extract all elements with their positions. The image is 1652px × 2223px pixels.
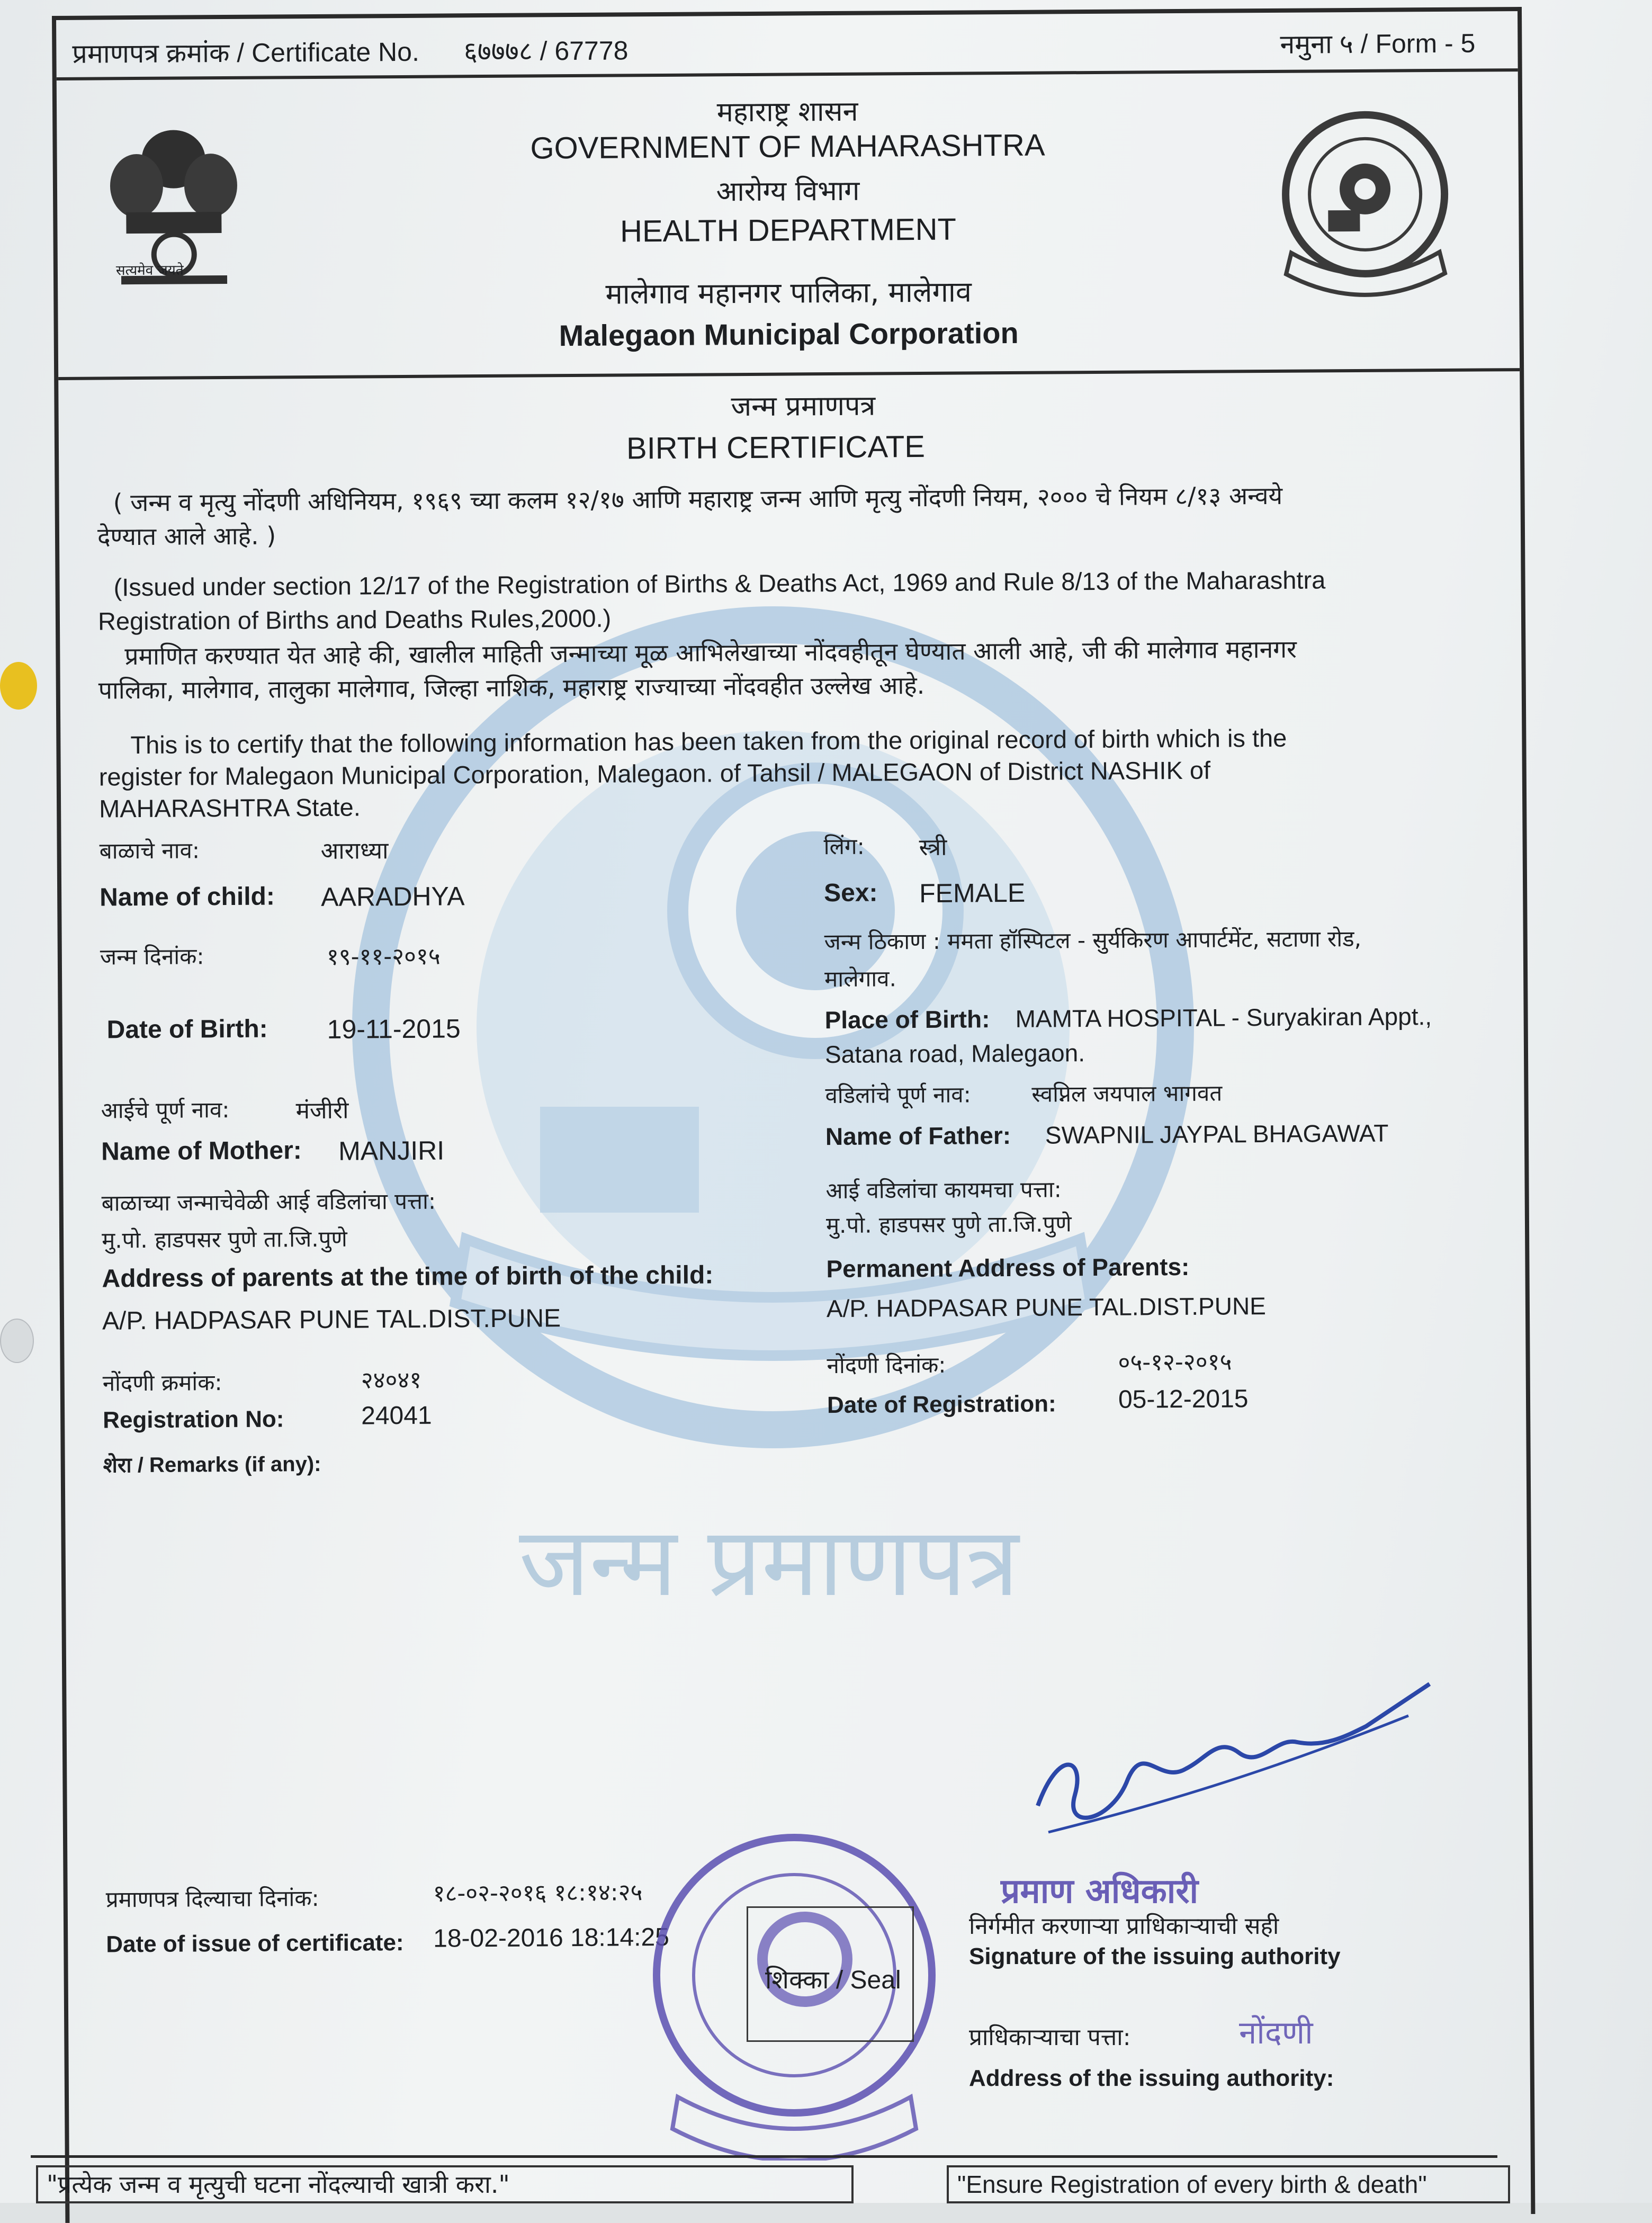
authority-stamp-text: प्रमाण अधिकारी	[1001, 1872, 1199, 1911]
certificate-number-bar	[56, 11, 1518, 80]
issue-date-label: Date of issue of certificate:	[106, 1930, 404, 1958]
birth-address-marathi-label: बाळाच्या जन्माचेवेळी आई वडिलांचा पत्ता:	[101, 1188, 436, 1216]
act-reference: (Issued under section 12/17 of the Registration of Births & Deaths Act, 1969 and Rule 8/13 of the Maharashtra Registration of Births and Deaths Rules,2000.)	[97, 566, 1326, 635]
sex-marathi: स्त्री	[919, 833, 947, 862]
slogan-marathi: "प्रत्येक जन्म व मृत्युची घटना नोंदल्याची खात्री करा."	[36, 2165, 854, 2203]
signature-label: Signature of the issuing authority	[969, 1943, 1341, 1969]
place-of-birth-marathi: जन्म ठिकाण : ममता हॉस्पिटल - सुर्यकिरण आपार्टमेंट, सटाणा रोड,	[824, 925, 1362, 955]
form-number: नमुना ५ / Form - 5	[1280, 28, 1476, 59]
place-of-birth-marathi-2: मालेगाव.	[824, 965, 896, 992]
department-name: HEALTH DEPARTMENT	[620, 212, 957, 249]
issue-date-marathi-label: प्रमाणपत्र दिल्याचा दिनांक:	[105, 1885, 319, 1913]
registration-date-label: Date of Registration:	[827, 1391, 1056, 1419]
birth-address-marathi: मु.पो. हाडपसर पुणे ता.जि.पुणे	[101, 1225, 347, 1253]
punch-hole	[0, 662, 37, 710]
place-of-birth-label: Place of Birth:	[824, 1005, 990, 1034]
registration-date-marathi-label: नोंदणी दिनांक:	[827, 1351, 946, 1379]
watermark-text: जन्म प्रमाणपत्र	[519, 1507, 1019, 1618]
footer-bar	[31, 2155, 1497, 2206]
registration-number-label: Registration No:	[103, 1406, 284, 1433]
sex-label: Sex:	[823, 879, 878, 908]
mother-name-label: Name of Mother:	[101, 1136, 302, 1166]
signature	[1027, 1673, 1440, 1848]
state-name-marathi: महाराष्ट्र शासन	[716, 95, 858, 129]
father-name-label: Name of Father:	[825, 1121, 1011, 1151]
sex: FEMALE	[919, 877, 1026, 909]
mother-name-marathi-label: आईचे पूर्ण नाव:	[101, 1096, 230, 1124]
child-name: AARADHYA	[321, 881, 465, 912]
state-name: GOVERNMENT OF MAHARASHTRA	[530, 128, 1045, 166]
corporation-marathi: मालेगाव महानगर पालिका, मालेगाव	[605, 275, 972, 311]
father-name: SWAPNIL JAYPAL BHAGAWAT	[1045, 1119, 1389, 1149]
registration-date-marathi: ०५-१२-२०१५	[1118, 1348, 1232, 1376]
punch-hole-2	[0, 1319, 34, 1363]
registration-number-marathi: २४०४१	[361, 1366, 422, 1394]
permanent-address-marathi-label: आई वडिलांचा कायमचा पत्ता:	[825, 1176, 1062, 1204]
issue-date: 18-02-2016 18:14:25	[433, 1923, 670, 1953]
father-name-marathi-label: वडिलांचे पूर्ण नाव:	[825, 1081, 971, 1109]
sex-marathi-label: लिंग:	[823, 833, 865, 860]
dob: 19-11-2015	[327, 1014, 461, 1044]
signature-label-marathi: निर्गमीत करणाऱ्या प्राधिकाऱ्याची सही	[969, 1913, 1279, 1940]
certificate-number: ६७७७८ / 67778	[463, 35, 629, 67]
permanent-address-label: Permanent Address of Parents:	[826, 1252, 1190, 1283]
mother-name-marathi: मंजीरी	[295, 1097, 349, 1125]
registration-number-marathi-label: नोंदणी क्रमांक:	[102, 1369, 222, 1396]
registration-stamp-text: नोंदणी	[1239, 2014, 1313, 2051]
dob-label: Date of Birth:	[106, 1015, 268, 1044]
registration-date: 05-12-2015	[1118, 1385, 1249, 1414]
authority-address-label: Address of the issuing authority:	[969, 2065, 1334, 2091]
act-reference-marathi: ( जन्म व मृत्यु नोंदणी अधिनियम, १९६९ च्या कलम १२/१७ आणि महाराष्ट्र जन्म आणि मृत्यु नोंदणी नियम, २००० चे नियम ८/१३ अन्वये देण्यात आले आहे. )	[97, 481, 1283, 551]
birth-address: A/P. HADPASAR PUNE TAL.DIST.PUNE	[102, 1304, 561, 1335]
certification-statement: This is to certify that the following information has been taken from the original record of birth which is the register for Malegaon Municipal Corporation, Malegaon. of Tahsil / MALEGAON of District NASHIK of MAHARASHTRA State.	[98, 723, 1287, 823]
permanent-address-marathi: मु.पो. हाडपसर पुणे ता.जि.पुणे	[825, 1211, 1072, 1239]
department-marathi: आरोग्य विभाग	[716, 175, 860, 208]
issue-date-marathi: १८-०२-२०१६ १८:१४:२५	[433, 1879, 643, 1907]
certificate-title-marathi: जन्म प्रमाणपत्र	[731, 390, 876, 423]
birth-address-label: Address of parents at the time of birth of the child:	[102, 1261, 714, 1293]
child-name-marathi: आराध्या	[320, 837, 389, 865]
dob-marathi: १९-११-२०१५	[326, 943, 441, 971]
corporation-name: Malegaon Municipal Corporation	[559, 316, 1019, 353]
certificate-title: BIRTH CERTIFICATE	[626, 429, 926, 466]
municipal-corporation-seal-icon	[1274, 109, 1456, 301]
seal-label: शिक्का / Seal	[765, 1966, 901, 1994]
dob-marathi-label: जन्म दिनांक:	[100, 943, 204, 970]
child-name-marathi-label: बाळाचे नाव:	[99, 837, 200, 864]
mother-name: MANJIRI	[338, 1135, 445, 1166]
place-of-birth: MAMTA HOSPITAL - Suryakiran Appt.,	[1015, 1002, 1432, 1033]
authority-address-marathi-label: प्राधिकाऱ्याचा पत्ता:	[969, 2024, 1131, 2051]
registration-number: 24041	[361, 1401, 432, 1430]
certification-statement-marathi: प्रमाणित करण्यात येत आहे की, खालील माहिती जन्माच्या मूळ आभिलेखाच्या नोंदवहीतून घेण्यात आली आहे, जी की मालेगाव महानगर पालिका, मालेगाव, तालुका मालेगाव, जिल्हा नाशिक, महाराष्ट्र राज्याच्या नोंदवहीत उल्लेख आहे.	[98, 634, 1297, 705]
child-name-label: Name of child:	[100, 882, 275, 912]
slogan: "Ensure Registration of every birth & death"	[947, 2165, 1510, 2203]
issuer-header	[57, 71, 1520, 380]
place-of-birth-2: Satana road, Malegaon.	[824, 1039, 1085, 1069]
emblem-motto: सत्यमेव जयते	[115, 262, 184, 279]
certificate-number-label: प्रमाणपत्र क्रमांक / Certificate No.	[72, 37, 420, 69]
permanent-address: A/P. HADPASAR PUNE TAL.DIST.PUNE	[826, 1292, 1267, 1323]
remarks-label: शेरा / Remarks (if any):	[103, 1452, 321, 1477]
father-name-marathi: स्वप्निल जयपाल भागवत	[1031, 1080, 1223, 1107]
